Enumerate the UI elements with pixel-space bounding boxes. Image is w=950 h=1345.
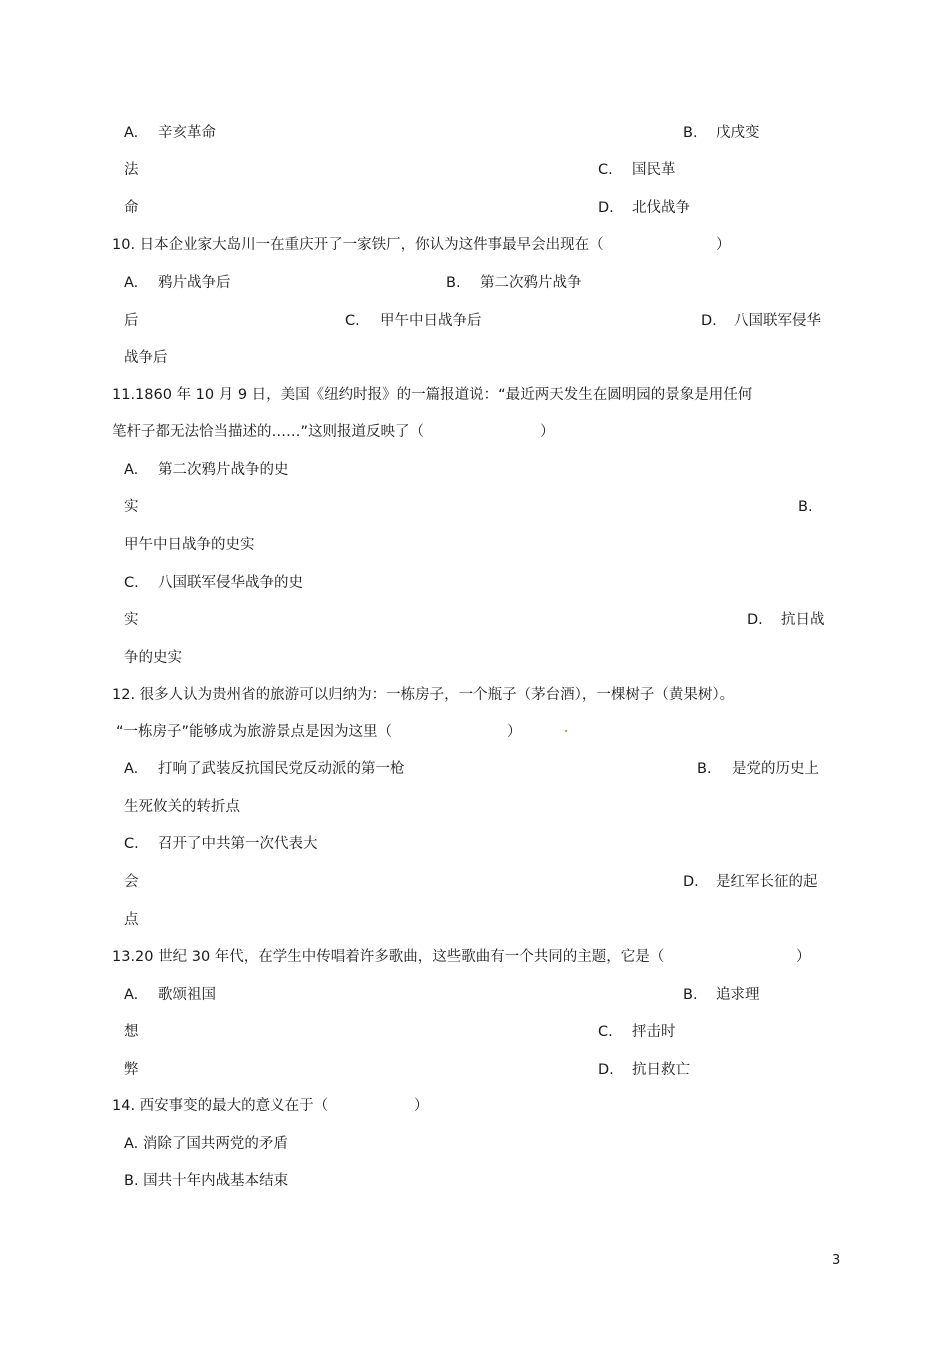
q13-option-c-continued: 弊 bbox=[124, 1062, 139, 1078]
q12-option-d-label: D. bbox=[683, 874, 699, 890]
q12-option-a-text: 打响了武装反抗国民党反动派的第一枪 bbox=[158, 761, 405, 777]
q12-stem-line2: “一栋房子”能够成为旅游景点是因为这里（ bbox=[116, 724, 393, 740]
q11-option-a-continued: 实 bbox=[124, 499, 139, 515]
q10-option-d-text: 八国联军侵华 bbox=[734, 313, 821, 329]
q10-option-b-text: 第二次鸦片战争 bbox=[480, 275, 582, 291]
q10-option-d-continued: 战争后 bbox=[124, 350, 168, 366]
q9-option-d-label: D. bbox=[598, 200, 614, 216]
q9-option-c-continued: 命 bbox=[124, 200, 139, 216]
q13-option-a-label: A. bbox=[124, 987, 139, 1003]
q13-option-c-text: 抨击时 bbox=[632, 1024, 676, 1040]
q10-option-a-text: 鸦片战争后 bbox=[158, 275, 231, 291]
q14-option-b: B. 国共十年内战基本结束 bbox=[124, 1173, 289, 1189]
q11-option-c-label: C. bbox=[124, 575, 139, 591]
q11-option-a-text: 第二次鸦片战争的史 bbox=[158, 462, 289, 478]
q13-stem: 13.20 世纪 30 年代，在学生中传唱着许多歌曲，这些歌曲有一个共同的主题，它是（ bbox=[112, 949, 665, 965]
q12-option-b-text: 是党的历史上 bbox=[732, 761, 819, 777]
q10-option-b-label: B. bbox=[446, 275, 461, 291]
q14-stem-close: ） bbox=[414, 1098, 429, 1114]
q12-option-d-text: 是红军长征的起 bbox=[716, 874, 818, 890]
q13-option-b-label: B. bbox=[683, 987, 698, 1003]
q11-option-c-continued: 实 bbox=[124, 612, 139, 628]
q13-option-b-text: 追求理 bbox=[716, 987, 760, 1003]
q13-option-a-text: 歌颂祖国 bbox=[158, 987, 216, 1003]
q10-option-d-label: D. bbox=[701, 313, 717, 329]
q11-option-a-label: A. bbox=[124, 462, 139, 478]
q12-option-c-label: C. bbox=[124, 836, 139, 852]
q12-stem-line1: 12. 很多人认为贵州省的旅游可以归纳为：一栋房子，一个瓶子（茅台酒），一棵树子（黄果树）。 bbox=[112, 687, 735, 703]
q11-stem-close: ） bbox=[540, 424, 555, 440]
q11-option-d-continued: 争的史实 bbox=[124, 650, 182, 666]
q9-option-d-text: 北伐战争 bbox=[632, 200, 690, 216]
q10-option-a-label: A. bbox=[124, 275, 139, 291]
q12-option-c-text: 召开了中共第一次代表大 bbox=[158, 836, 318, 852]
q10-option-c-label: C. bbox=[345, 313, 360, 329]
q12-option-c-continued: 会 bbox=[124, 874, 139, 890]
q9-option-b-continued: 法 bbox=[124, 162, 139, 178]
q9-option-b-label: B. bbox=[683, 125, 698, 141]
q12-option-d-continued: 点 bbox=[124, 912, 139, 928]
q13-option-c-label: C. bbox=[598, 1024, 613, 1040]
q9-option-a-label: A. bbox=[124, 125, 139, 141]
q13-option-b-continued: 想 bbox=[124, 1024, 139, 1040]
q11-stem-line2: 笔杆子都无法恰当描述的……”这则报道反映了（ bbox=[112, 424, 425, 440]
q10-stem: 10. 日本企业家大岛川一在重庆开了一家铁厂，你认为这件事最早会出现在（ bbox=[112, 237, 604, 253]
q10-stem-close: ） bbox=[716, 237, 731, 253]
q9-option-b-text: 戊戌变 bbox=[716, 125, 760, 141]
q13-option-d-text: 抗日救亡 bbox=[632, 1062, 690, 1078]
stray-mark bbox=[565, 730, 567, 732]
q11-option-c-text: 八国联军侵华战争的史 bbox=[158, 575, 303, 591]
q14-stem: 14. 西安事变的最大的意义在于（ bbox=[112, 1098, 329, 1114]
q12-option-b-continued: 生死攸关的转折点 bbox=[124, 799, 240, 815]
q13-stem-close: ） bbox=[796, 949, 811, 965]
q12-option-a-label: A. bbox=[124, 761, 139, 777]
q11-option-b-label: B. bbox=[798, 499, 813, 515]
q11-stem-line1: 11.1860 年 10 月 9 日，美国《纽约时报》的一篇报道说：“最近两天发生在圆明园的景象是用任何 bbox=[112, 387, 753, 403]
q11-option-d-text: 抗日战 bbox=[781, 612, 825, 628]
q12-stem-close: ） bbox=[507, 724, 522, 740]
q12-option-b-label: B. bbox=[697, 761, 712, 777]
q9-option-c-text: 国民革 bbox=[632, 162, 676, 178]
page-number: 3 bbox=[832, 1253, 841, 1268]
q9-option-c-label: C. bbox=[598, 162, 613, 178]
q10-option-b-continued: 后 bbox=[124, 313, 139, 329]
q11-option-b-text: 甲午中日战争的史实 bbox=[124, 537, 255, 553]
q14-option-a: A. 消除了国共两党的矛盾 bbox=[124, 1136, 288, 1152]
q11-option-d-label: D. bbox=[747, 612, 763, 628]
q10-option-c-text: 甲午中日战争后 bbox=[380, 313, 482, 329]
q9-option-a-text: 辛亥革命 bbox=[158, 125, 216, 141]
q13-option-d-label: D. bbox=[598, 1062, 614, 1078]
